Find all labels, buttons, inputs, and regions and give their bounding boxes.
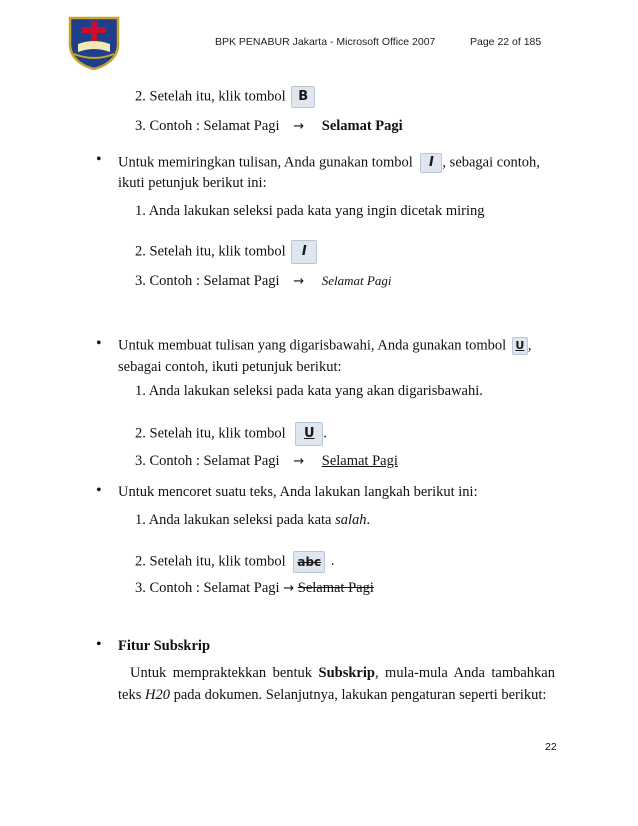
- bold-step-2: [135, 86, 315, 108]
- subscript-p-a: Untuk mempraktekkan bentuk: [130, 665, 319, 681]
- italic-example-result: Selamat Pagi: [321, 273, 392, 288]
- italic-button-icon: I: [420, 153, 442, 173]
- italic-step-2-text: 2. Setelah itu, klik tombol: [135, 243, 286, 260]
- underline-step-2: [135, 422, 327, 446]
- header-title: BPK PENABUR Jakarta - Microsoft Office 2007: [215, 36, 436, 48]
- strike-step-1-end: .: [366, 512, 371, 528]
- strike-step-1-text: 1. Anda lakukan seleksi pada kata: [135, 512, 332, 528]
- strike-example-result: Selamat Pagi: [297, 580, 374, 596]
- page-number: 22: [545, 741, 557, 753]
- subscript-p-e: pada dokumen. Selanjutnya, lakukan pengaturan seperti berikut:: [169, 687, 547, 703]
- header-page-indicator: Page 22 of 185: [470, 36, 542, 48]
- bullet-icon: •: [96, 335, 102, 352]
- subscript-paragraph: [118, 662, 555, 706]
- arrow-icon: →: [293, 454, 305, 469]
- strike-step-1: [135, 512, 370, 529]
- strike-step-3: [135, 580, 374, 597]
- strike-step-2-text: 2. Setelah itu, klik tombol: [135, 553, 286, 570]
- strike-intro: Untuk mencoret suatu teks, Anda lakukan langkah berikut ini:: [118, 484, 478, 500]
- italic-intro-text-a: Untuk memiringkan tulisan, Anda gunakan tombol: [118, 154, 413, 171]
- strikethrough-button-icon: abc: [293, 551, 325, 573]
- italic-intro-line-1: [118, 153, 540, 173]
- bullet-icon: •: [96, 636, 102, 653]
- underline-step-1: 1. Anda lakukan seleksi pada kata yang akan digarisbawahi.: [135, 383, 483, 399]
- bpk-penabur-logo: [66, 14, 122, 70]
- bold-step-3-text: 3. Contoh : Selamat Pagi: [135, 118, 280, 134]
- underline-button-icon: U: [512, 337, 528, 355]
- arrow-icon: →: [283, 581, 295, 596]
- italic-step-3: [135, 273, 391, 290]
- strike-step-2: [135, 551, 335, 573]
- italic-step-3-text: 3. Contoh : Selamat Pagi: [135, 273, 280, 289]
- underline-intro-line-1: [118, 337, 531, 355]
- underline-example-result: Selamat Pagi: [321, 453, 398, 469]
- underline-intro-text-b: ,: [527, 337, 532, 354]
- underline-intro-text-a: Untuk membuat tulisan yang digarisbawahi, Anda gunakan tombol: [118, 337, 507, 354]
- underline-step-2-end: .: [323, 425, 327, 442]
- subscript-heading: Fitur Subskrip: [118, 638, 211, 654]
- subscript-p-c: , mula-mula Anda tambahkan teks: [118, 665, 555, 703]
- underline-button-icon-large: U: [295, 422, 323, 446]
- underline-intro-line-2: sebagai contoh, ikuti petunjuk berikut:: [118, 359, 342, 375]
- italic-intro-text-b: , sebagai contoh,: [442, 154, 540, 171]
- bold-button-icon: B: [291, 86, 315, 108]
- underline-step-3: [135, 453, 398, 470]
- strike-step-2-end: .: [330, 553, 335, 570]
- underline-step-2-text: 2. Setelah itu, klik tombol: [135, 425, 286, 442]
- subscript-p-b: Subskrip: [318, 665, 375, 681]
- bold-step-3: [135, 118, 403, 135]
- strike-step-1-word: salah: [335, 512, 367, 528]
- bold-example-result: Selamat Pagi: [321, 118, 403, 134]
- italic-button-icon-large: I: [291, 240, 317, 264]
- arrow-icon: →: [293, 274, 305, 289]
- underline-step-3-text: 3. Contoh : Selamat Pagi: [135, 453, 280, 469]
- italic-intro-line-2: ikuti petunjuk berikut ini:: [118, 175, 267, 191]
- bullet-icon: •: [96, 151, 102, 168]
- arrow-icon: →: [293, 119, 305, 134]
- strike-step-3-text: 3. Contoh : Selamat Pagi: [135, 580, 280, 596]
- bold-step-2-text: 2. Setelah itu, klik tombol: [135, 88, 286, 105]
- subscript-p-d: H20: [144, 687, 170, 703]
- bullet-icon: •: [96, 482, 102, 499]
- italic-step-2: [135, 240, 317, 264]
- italic-step-1: 1. Anda lakukan seleksi pada kata yang ingin dicetak miring: [135, 203, 485, 219]
